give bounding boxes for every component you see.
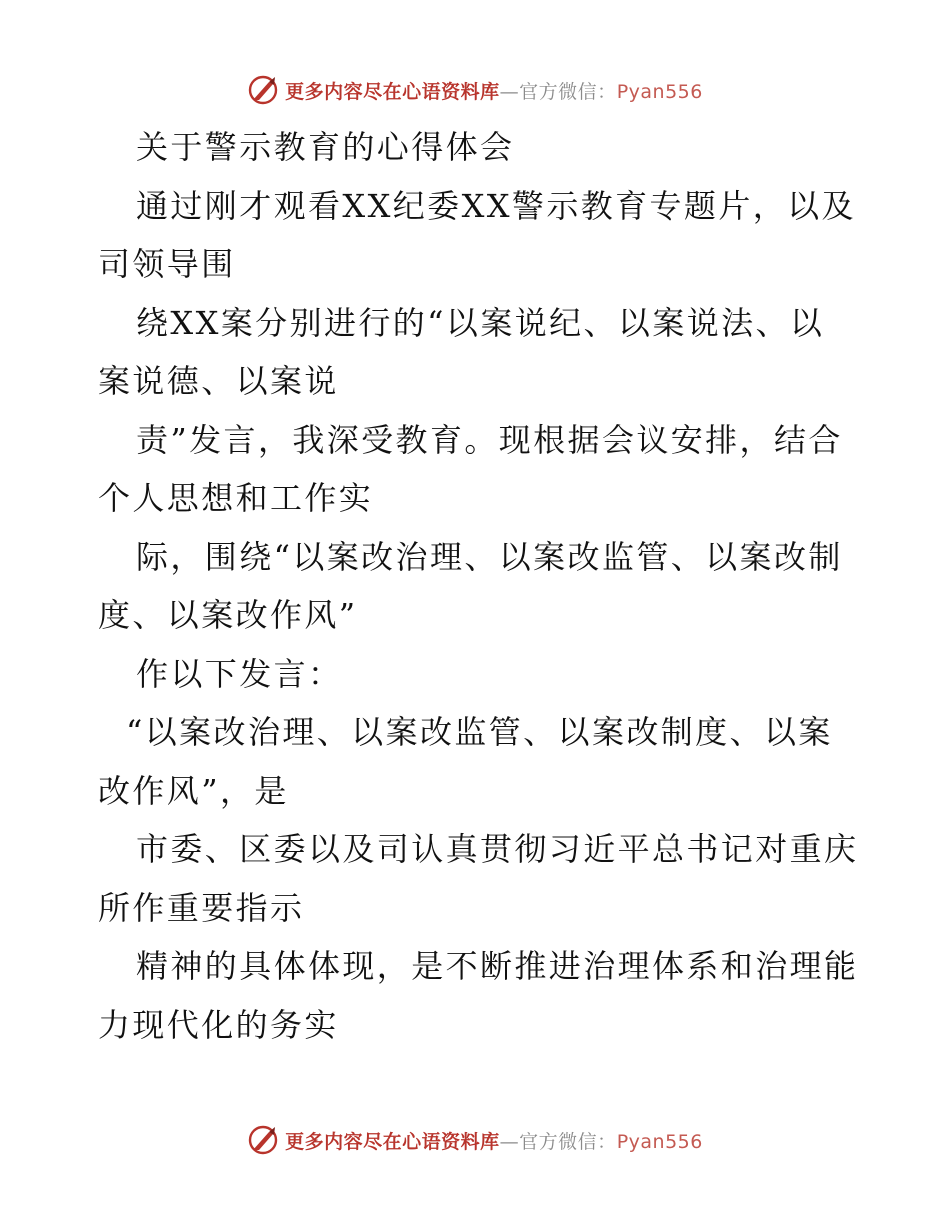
quill-pen-logo-icon	[247, 1124, 279, 1156]
paragraph-line: 个人思想和工作实	[98, 479, 374, 517]
footer-watermark	[0, 1122, 950, 1158]
banner-official-label: 官方微信：	[519, 1130, 617, 1153]
quill-pen-logo-icon	[247, 74, 279, 106]
banner-main-text: 更多内容尽在心语资料库	[285, 1130, 500, 1153]
paragraph-line: 责”发言，我深受教育。现根据会议安排，结合	[136, 420, 843, 459]
paragraph-line: 通过刚才观看XX纪委XX警示教育专题片，以及	[136, 186, 856, 225]
paragraph-line: 度、以案改作风”	[98, 596, 358, 634]
banner-dash: —	[499, 1130, 520, 1153]
document-body	[98, 118, 858, 1054]
banner-wechat-id: Pyan556	[616, 1130, 703, 1153]
banner-text	[285, 1127, 703, 1154]
paragraph-line: 司领导围	[98, 245, 236, 283]
header-watermark	[0, 72, 950, 108]
document-title: 关于警示教育的心得体会	[136, 128, 515, 166]
paragraph-line: 市委、区委以及司认真贯彻习近平总书记对重庆	[136, 830, 859, 868]
paragraph-line: 改作风”，是	[98, 771, 289, 810]
paragraph-line: 力现代化的务实	[98, 1005, 339, 1044]
paragraph-line: 绕XX案分别进行的“以案说纪、以案说法、以	[136, 303, 825, 342]
paragraph-line: 案说德、以案说	[98, 362, 339, 400]
banner-dash: —	[499, 80, 520, 103]
paragraph-line: 精神的具体体现，是不断推进治理体系和治理能	[136, 947, 859, 985]
paragraph-line: 所作重要指示	[98, 888, 305, 927]
paragraph-line: 作以下发言：	[136, 654, 343, 693]
paragraph-line: “以案改治理、以案改监管、以案改制度、以案	[126, 713, 833, 751]
banner-main-text: 更多内容尽在心语资料库	[285, 80, 500, 103]
paragraph-line: 际，围绕“以案改治理、以案改监管、以案改制	[136, 537, 843, 576]
banner-text	[285, 77, 703, 104]
banner-wechat-id: Pyan556	[616, 80, 703, 103]
banner-official-label: 官方微信：	[519, 80, 617, 103]
